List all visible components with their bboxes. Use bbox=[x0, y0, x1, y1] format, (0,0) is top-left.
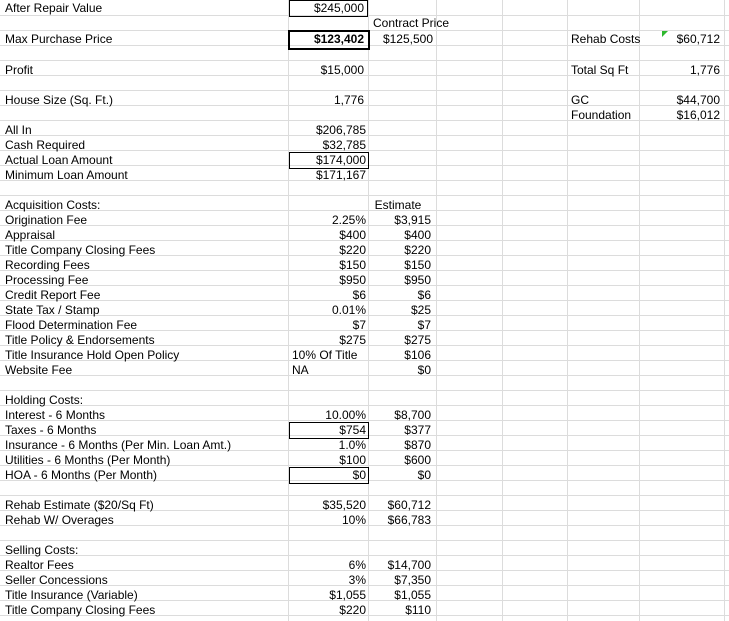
row-estimate: $6 bbox=[417, 288, 431, 302]
row-label: Cash Required bbox=[5, 138, 86, 152]
row-estimate: $1,055 bbox=[394, 588, 431, 602]
row-label: Rehab Estimate ($20/Sq Ft) bbox=[5, 498, 154, 512]
estimate-label: Estimate bbox=[374, 198, 422, 212]
row-estimate: $60,712 bbox=[387, 498, 431, 512]
row-divider bbox=[0, 195, 729, 196]
row-label: Seller Concessions bbox=[5, 573, 108, 587]
row-estimate: $600 bbox=[404, 453, 431, 467]
row-value: $171,167 bbox=[315, 168, 366, 182]
contract-value: $125,500 bbox=[382, 32, 433, 46]
row-value: $206,785 bbox=[315, 123, 366, 137]
row-estimate: $3,915 bbox=[394, 213, 431, 227]
row-estimate: $220 bbox=[404, 243, 431, 257]
row-amount: $220 bbox=[339, 603, 366, 617]
row-amount: 6% bbox=[348, 558, 366, 572]
row-label: Title Insurance Hold Open Policy bbox=[5, 348, 180, 362]
house-size-value: 1,776 bbox=[333, 93, 364, 107]
row-label: Appraisal bbox=[5, 228, 56, 242]
row-value: $174,000 bbox=[315, 153, 366, 167]
foundation-label: Foundation bbox=[571, 108, 632, 122]
row-amount: $150 bbox=[339, 258, 366, 272]
row-amount: $1,055 bbox=[329, 588, 366, 602]
gc-label: GC bbox=[571, 93, 589, 107]
house-size-label: House Size (Sq. Ft.) bbox=[5, 93, 114, 107]
row-label: Utilities - 6 Months (Per Month) bbox=[5, 453, 171, 467]
rehab-costs-value: $60,712 bbox=[676, 32, 720, 46]
total-sqft-value: 1,776 bbox=[689, 63, 720, 77]
row-amount: $35,520 bbox=[322, 498, 366, 512]
foundation-value: $16,012 bbox=[676, 108, 720, 122]
arv-label: After Repair Value bbox=[5, 1, 103, 15]
row-label: Insurance - 6 Months (Per Min. Loan Amt.) bbox=[5, 438, 232, 452]
row-estimate: $25 bbox=[410, 303, 431, 317]
row-amount: $400 bbox=[339, 228, 366, 242]
row-amount: $0 bbox=[352, 468, 366, 482]
holding-title: Holding Costs: bbox=[5, 393, 84, 407]
row-estimate: $275 bbox=[404, 333, 431, 347]
profit-value: $15,000 bbox=[320, 63, 364, 77]
row-label: Title Company Closing Fees bbox=[5, 603, 156, 617]
row-value: $32,785 bbox=[322, 138, 366, 152]
row-estimate: $377 bbox=[404, 423, 431, 437]
row-amount: 10.00% bbox=[325, 408, 366, 422]
row-amount: $754 bbox=[339, 423, 366, 437]
row-divider bbox=[0, 405, 729, 406]
row-label: All In bbox=[5, 123, 32, 137]
row-estimate: $106 bbox=[404, 348, 431, 362]
row-label: Rehab W/ Overages bbox=[5, 513, 114, 527]
row-divider bbox=[0, 90, 729, 91]
row-label: Actual Loan Amount bbox=[5, 153, 113, 167]
row-label: Title Insurance (Variable) bbox=[5, 588, 138, 602]
row-estimate: $0 bbox=[417, 468, 431, 482]
mpp-label: Max Purchase Price bbox=[5, 32, 113, 46]
row-amount: $950 bbox=[339, 273, 366, 287]
rehab-costs-label: Rehab Costs bbox=[571, 32, 641, 46]
row-label: Title Policy & Endorsements bbox=[5, 333, 155, 347]
contract-price-label: Contract Price bbox=[372, 16, 450, 30]
row-estimate: $7 bbox=[417, 318, 431, 332]
col-divider bbox=[502, 0, 503, 621]
row-estimate: $950 bbox=[404, 273, 431, 287]
row-amount: $6 bbox=[352, 288, 366, 302]
acquisition-title: Acquisition Costs: bbox=[5, 198, 101, 212]
profit-label: Profit bbox=[5, 63, 34, 77]
row-label: HOA - 6 Months (Per Month) bbox=[5, 468, 158, 482]
row-estimate: $110 bbox=[405, 603, 431, 617]
col-divider bbox=[567, 0, 568, 621]
row-amount: 3% bbox=[348, 573, 366, 587]
row-label: Interest - 6 Months bbox=[5, 408, 106, 422]
row-estimate: $150 bbox=[404, 258, 431, 272]
row-label: Credit Report Fee bbox=[5, 288, 101, 302]
row-amount: 2.25% bbox=[331, 213, 366, 227]
row-estimate: $8,700 bbox=[394, 408, 431, 422]
row-amount: 10% Of Title bbox=[292, 348, 358, 362]
row-label: Origination Fee bbox=[5, 213, 88, 227]
row-estimate: $7,350 bbox=[394, 573, 431, 587]
row-divider bbox=[0, 495, 729, 496]
row-amount: 0.01% bbox=[331, 303, 366, 317]
row-divider bbox=[0, 390, 729, 391]
row-label: State Tax / Stamp bbox=[5, 303, 100, 317]
row-divider bbox=[0, 60, 729, 61]
selling-title: Selling Costs: bbox=[5, 543, 79, 557]
col-divider bbox=[724, 0, 725, 621]
total-sqft-label: Total Sq Ft bbox=[571, 63, 629, 77]
col-divider bbox=[436, 0, 437, 621]
row-estimate: $400 bbox=[404, 228, 431, 242]
row-label: Minimum Loan Amount bbox=[5, 168, 128, 182]
row-estimate: $870 bbox=[404, 438, 431, 452]
col-divider bbox=[288, 0, 289, 621]
row-divider bbox=[0, 540, 729, 541]
row-label: Title Company Closing Fees bbox=[5, 243, 156, 257]
row-label: Realtor Fees bbox=[5, 558, 74, 572]
row-label: Processing Fee bbox=[5, 273, 89, 287]
row-label: Flood Determination Fee bbox=[5, 318, 138, 332]
row-estimate: $14,700 bbox=[387, 558, 431, 572]
row-label: Website Fee bbox=[5, 363, 73, 377]
gc-value: $44,700 bbox=[676, 93, 720, 107]
row-divider bbox=[0, 555, 729, 556]
row-amount: $100 bbox=[339, 453, 366, 467]
row-amount: $220 bbox=[339, 243, 366, 257]
row-amount: 1.0% bbox=[338, 438, 366, 452]
row-amount: 10% bbox=[341, 513, 366, 527]
row-amount: NA bbox=[292, 363, 309, 377]
row-label: Taxes - 6 Months bbox=[5, 423, 97, 437]
mpp-value: $123,402 bbox=[313, 32, 364, 46]
arv-value: $245,000 bbox=[313, 1, 364, 15]
row-amount: $275 bbox=[339, 333, 366, 347]
row-estimate: $66,783 bbox=[387, 513, 431, 527]
row-divider bbox=[0, 210, 729, 211]
row-label: Recording Fees bbox=[5, 258, 90, 272]
row-estimate: $0 bbox=[417, 363, 431, 377]
row-amount: $7 bbox=[352, 318, 366, 332]
